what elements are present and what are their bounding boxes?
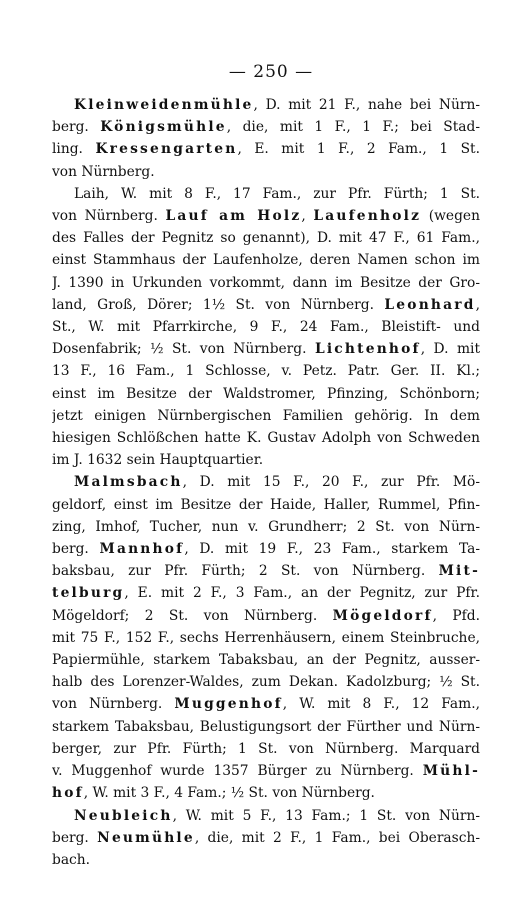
place-name: Laufenholz <box>313 208 422 225</box>
place-name: Kressengarten <box>95 141 238 158</box>
text-line <box>52 716 480 738</box>
text-line <box>52 227 480 249</box>
text-segment: Laih, W. mit 8 F., 17 Fam., zur Pfr. Fürth; 1 St. <box>74 185 480 202</box>
text-segment: berger, zur Pfr. Fürth; 1 St. von Nürnberg. Marquard <box>52 740 480 757</box>
text-line <box>52 560 480 582</box>
text-segment: , D. mit 15 F., 20 F., zur Pfr. Mö- <box>182 474 480 491</box>
text-segment: , E. mit 1 F., 2 Fam., 1 St. <box>237 141 480 158</box>
place-name: Leonhard <box>384 296 476 313</box>
text-line <box>52 738 480 760</box>
text-segment: , die, mit 2 F., 1 Fam., bei Oberasch- <box>194 829 480 846</box>
text-segment: hiesigen Schlößchen hatte K. Gustav Adolph von Schweden <box>52 430 480 447</box>
text-line <box>52 649 480 671</box>
text-segment: berg. <box>52 119 101 136</box>
text-line <box>52 494 480 516</box>
place-name: Mühl- <box>422 763 480 780</box>
text-line <box>52 805 480 827</box>
place-name: Neubleich <box>74 807 173 824</box>
text-line <box>52 205 480 227</box>
text-line <box>52 405 480 427</box>
text-segment: J. 1390 in Urkunden vorkommt, dann im Besitze der Gro- <box>52 274 480 291</box>
place-name: Malmsbach <box>74 474 183 491</box>
text-segment: ling. <box>52 141 96 158</box>
text-segment: geldorf, einst im Besitze der Haide, Haller, Rummel, Pfin- <box>52 496 480 513</box>
text-line <box>52 449 480 471</box>
place-name: Mögeldorf <box>332 607 433 624</box>
text-line <box>52 427 480 449</box>
text-line <box>52 538 480 560</box>
text-line <box>52 316 480 338</box>
text-segment: zing, Imhof, Tucher, nun v. Grundherr; 2 St. von Nürn- <box>52 518 480 535</box>
text-line <box>52 671 480 693</box>
text-segment: von Nürnberg. <box>52 696 175 713</box>
text-segment: von Nürnberg. <box>52 208 166 225</box>
text-segment: , W. mit 5 F., 13 Fam.; 1 St. von Nürn- <box>172 807 480 824</box>
text-segment: , <box>475 296 480 313</box>
text-segment: , D. mit <box>420 341 480 358</box>
text-line <box>52 183 480 205</box>
text-line <box>52 94 480 116</box>
place-name: Lichtenhof <box>314 341 421 358</box>
text-segment: , W. mit 3 F., 4 Fam.; ½ St. von Nürnberg. <box>83 785 375 802</box>
text-segment: , <box>301 208 314 225</box>
text-line <box>52 760 480 782</box>
text-segment: (wegen <box>421 208 480 225</box>
page-number: — 250 — <box>228 62 314 82</box>
text-segment: , E. mit 2 F., 3 Fam., an der Pegnitz, zur Pfr. <box>124 585 480 602</box>
text-line <box>52 782 480 804</box>
text-segment: Papiermühle, starkem Tabaksbau, an der Pegnitz, ausser- <box>52 652 480 669</box>
text-segment: berg. <box>52 541 100 558</box>
text-segment: berg. <box>52 829 98 846</box>
text-segment: v. Muggenhof wurde 1357 Bürger zu Nürnberg. <box>52 763 423 780</box>
text-segment: baksbau, zur Pfr. Fürth; 2 St. von Nürnberg. <box>52 563 439 580</box>
text-segment: , W. mit 8 F., 12 Fam., <box>282 696 480 713</box>
text-line <box>52 138 480 160</box>
text-segment: des Falles der Pegnitz so genannt), D. mit 47 F., 61 Fam., <box>52 230 480 247</box>
text-segment: Dosenfabrik; ½ St. von Nürnberg. <box>52 341 315 358</box>
place-name: Königsmühle <box>100 119 227 136</box>
text-line <box>52 582 480 604</box>
place-name: telburg <box>52 585 125 602</box>
place-name: Mit- <box>438 563 480 580</box>
text-segment: , D. mit 21 F., nahe bei Nürn- <box>253 97 480 113</box>
text-line <box>52 605 480 627</box>
text-segment: bach. <box>52 851 91 868</box>
text-line <box>52 827 480 849</box>
text-segment: einst im Besitze der Waldstromer, Pfinzing, Schönborn; <box>52 385 480 402</box>
text-line <box>52 272 480 294</box>
text-line <box>52 338 480 360</box>
text-line <box>52 294 480 316</box>
text-line <box>52 249 480 271</box>
place-name: Mannhof <box>99 541 185 558</box>
place-name: hof <box>52 785 84 802</box>
text-segment: mit 75 F., 152 F., sechs Herrenhäusern, einem Steinbruche, <box>52 629 480 646</box>
text-segment: land, Groß, Dörer; 1½ St. von Nürnberg. <box>52 296 385 313</box>
text-segment: , D. mit 19 F., 23 Fam., starkem Ta- <box>184 541 480 558</box>
place-name: Muggenhof <box>174 696 283 713</box>
text-line <box>52 471 480 493</box>
place-name: Lauf am Holz <box>165 208 302 225</box>
text-line <box>52 627 480 649</box>
text-line <box>52 383 480 405</box>
text-segment: von Nürnberg. <box>52 163 155 180</box>
body-text <box>52 94 480 871</box>
text-line <box>52 116 480 138</box>
text-segment: , die, mit 1 F., 1 F.; bei Stad- <box>226 119 480 136</box>
text-segment: einst Stammhaus der Laufenholze, deren Namen schon im <box>52 252 480 269</box>
text-line <box>52 516 480 538</box>
place-name: Neumühle <box>97 829 195 846</box>
text-segment: starkem Tabaksbau, Belustigungsort der Fürther und Nürn- <box>52 718 480 735</box>
text-segment: jetzt einigen Nürnbergischen Familien gehörig. In dem <box>52 407 480 424</box>
text-segment: , Pfd. <box>432 607 480 624</box>
text-segment: St., W. mit Pfarrkirche, 9 F., 24 Fam., Bleistift- und <box>52 319 480 336</box>
place-name: Kleinweidenmühle <box>74 97 254 113</box>
text-segment: im J. 1632 sein Hauptquartier. <box>52 452 264 469</box>
text-line <box>52 849 480 871</box>
text-segment: Mögeldorf; 2 St. von Nürnberg. <box>52 607 333 624</box>
text-line <box>52 161 480 183</box>
text-line <box>52 360 480 382</box>
text-segment: halb des Lorenzer-Waldes, zum Dekan. Kadolzburg; ½ St. <box>52 674 480 691</box>
text-line <box>52 693 480 715</box>
text-segment: 13 F., 16 Fam., 1 Schlosse, v. Petz. Patr. Ger. II. Kl.; <box>52 363 480 380</box>
